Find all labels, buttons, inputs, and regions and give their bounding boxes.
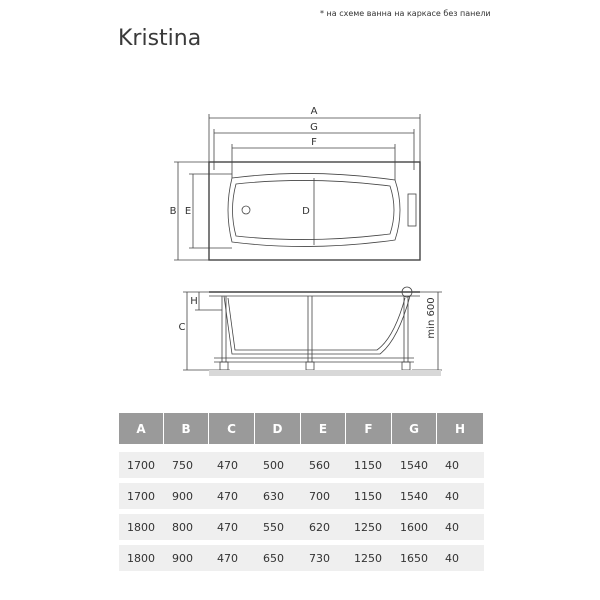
table-cell: 1600 [400,520,428,534]
table-cell: 1150 [354,489,382,503]
table-cell: 470 [217,520,238,534]
table-cell: 550 [263,520,284,534]
header-cell: B [164,413,208,444]
dimensions-table [119,413,484,576]
floor [209,370,441,376]
table-cell: 40 [445,458,459,472]
table-cell: 560 [309,458,330,472]
table-cell: 900 [172,551,193,565]
table-row [119,514,484,540]
label-h: H [190,296,198,307]
tub-headrest [408,194,416,226]
header-cell: C [209,413,254,444]
table-cell: 630 [263,489,284,503]
header-cell: H [437,413,483,444]
table-cell: 1800 [127,551,155,565]
table-cell: 700 [309,489,330,503]
label-c: C [178,322,186,333]
header-cell: F [346,413,391,444]
drain-icon [242,206,250,214]
table-row [119,483,484,509]
table-cell: 40 [445,551,459,565]
header-cell: A [119,413,163,444]
table-cell: 1800 [127,520,155,534]
table-row [119,452,484,478]
table-cell: 40 [445,489,459,503]
table-cell: 1150 [354,458,382,472]
table-cell: 620 [309,520,330,534]
table-cell: 1540 [400,458,428,472]
table-cell: 470 [217,458,238,472]
label-f: F [311,137,317,148]
label-b: B [169,206,177,217]
table-cell: 1250 [354,551,382,565]
table-cell: 1650 [400,551,428,565]
table-cell: 1250 [354,520,382,534]
diagram-note: * на схеме ванна на каркасе без панели [320,9,491,18]
table-cell: 1700 [127,458,155,472]
table-cell: 800 [172,520,193,534]
table-cell: 40 [445,520,459,534]
header-cell: D [255,413,300,444]
tub-basin-inner [233,180,395,239]
label-g: G [310,122,318,133]
table-cell: 900 [172,489,193,503]
header-cell: G [392,413,436,444]
table-header [119,413,484,444]
table-cell: 470 [217,489,238,503]
page-title: Kristina [118,26,202,51]
table-row [119,545,484,571]
table-cell: 1540 [400,489,428,503]
table-cell: 650 [263,551,284,565]
label-e: E [184,206,192,217]
table-cell: 500 [263,458,284,472]
header-cell: E [301,413,345,444]
table-cell: 470 [217,551,238,565]
label-a: A [310,106,318,117]
table-cell: 1700 [127,489,155,503]
label-min: min 600 [426,297,437,339]
table-cell: 730 [309,551,330,565]
label-d: D [302,206,310,217]
table-cell: 750 [172,458,193,472]
